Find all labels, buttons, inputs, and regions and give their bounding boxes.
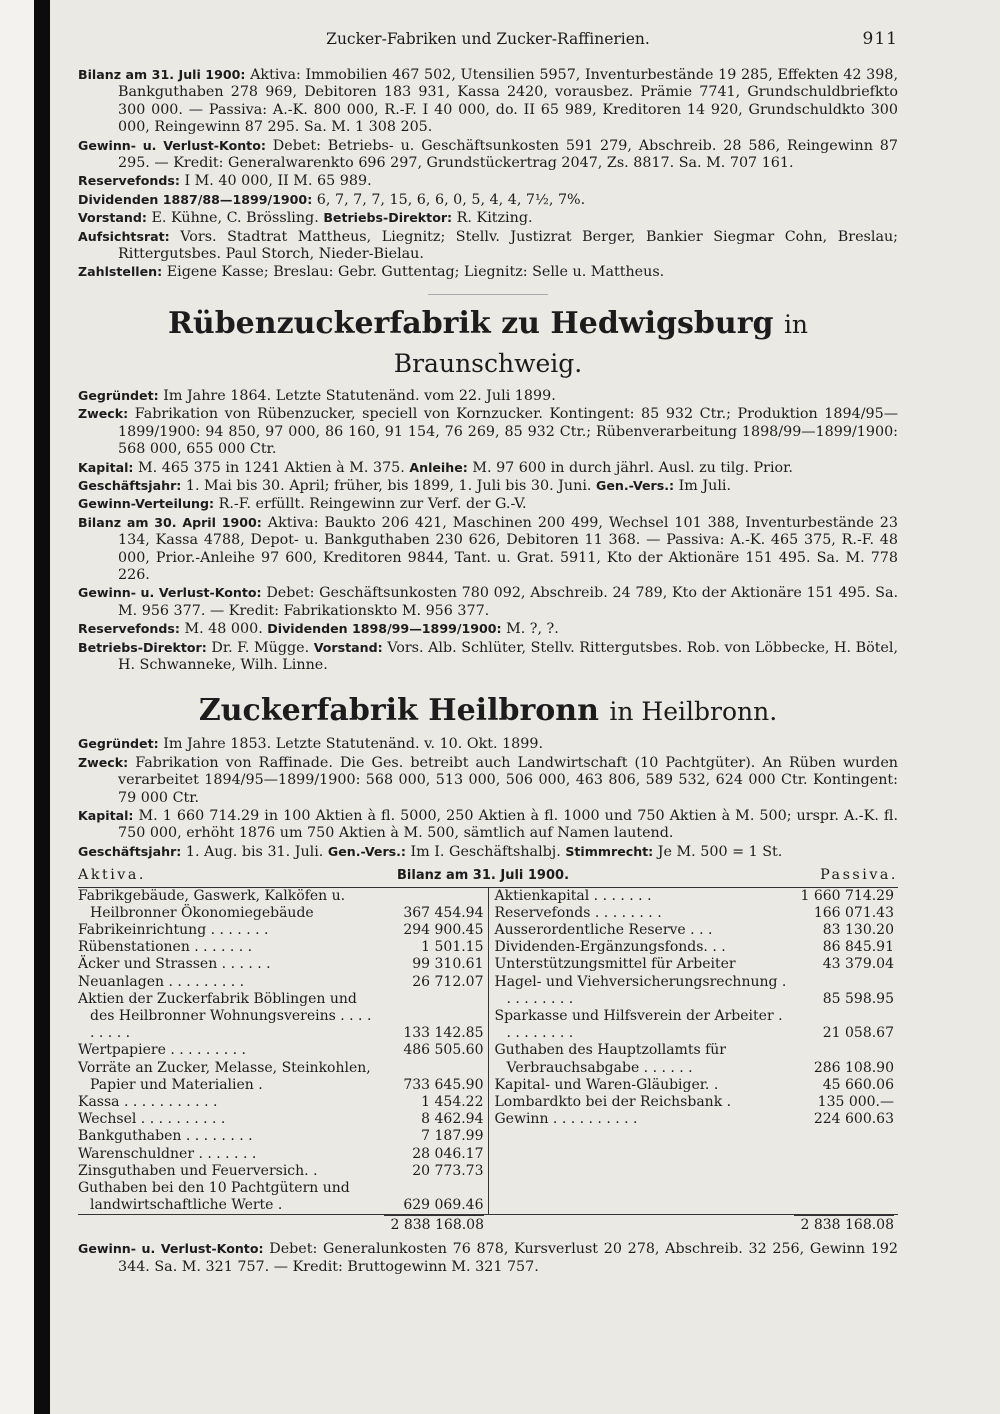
scan-binding-shadow: [34, 0, 50, 1414]
aktiva-row-label: Bankguthaben . . . . . . . .: [78, 1128, 253, 1145]
aktiva-row-label: Kassa . . . . . . . . . . .: [78, 1094, 218, 1111]
entry-gewinn-verlust: Gewinn- u. Verlust-Konto: Debet: Geschäftsunkosten 780 092, Abschreib. 24 789, Kto der Aktionäre 151 495. Sa. M. 956 377. — Kredit: Fabrikationskto M. 956 377.: [78, 585, 899, 619]
entry-bilanz: Bilanz am 30. April 1900: Aktiva: Baukto 206 421, Maschinen 200 499, Wechsel 101 388, Inventurbestände 23 134, Kassa 4788, Depot- u. Bankguthaben 230 626, Debitoren 11 368. — Passiva: A.-K. 465 375, R.-F. 48 000, Prior.-Anleihe 97 600, Kreditoren 9844, Tant. u. Grat. 5911, Kto der Aktionäre 151 495. Sa. M. 778 226.: [78, 514, 898, 583]
entry-dividenden: Dividenden 1887/88—1899/1900: 6, 7, 7, 7, 15, 6, 6, 0, 5, 4, 4, 7½, 7%.: [78, 191, 586, 208]
passiva-row-value: 1 660 714.29: [800, 887, 894, 904]
aktiva-row-label: Guthaben bei den 10 Pachtgütern und landwirtschaftliche Werte .: [78, 1180, 350, 1214]
passiva-row: [489, 1008, 899, 1042]
passiva-row-label: Lombardkto bei der Reichsbank .: [494, 1094, 732, 1111]
entry-gewinn-verlust: Gewinn- u. Verlust-Konto: Debet: Betriebs- u. Geschäftsunkosten 591 279, Abschreib. 28 586, Reingewinn 87 295. — Kredit: Generalwarenkto 696 297, Grundstückertrag 2047, Zs. 8817. Sa. M. 707 161.: [78, 137, 898, 172]
entry-kapital: Kapital: M. 465 375 in 1241 Aktien à M. 375. Anleihe: M. 97 600 in durch jährl. Ausl. zu tilg. Prior.: [78, 459, 793, 476]
balance-totals: [78, 1215, 898, 1234]
entry-reservefonds: Reservefonds: M. 48 000. Dividenden 1898/99—1899/1900: M. ?, ?.: [78, 621, 559, 638]
total-passiva: 2 838 168.08: [794, 1215, 894, 1234]
entry-direktor-vorstand: Betriebs-Direktor: Dr. F. Mügge. Vorstand: Vors. Alb. Schlüter, Stellv. Rittergutsbes. Rob. von Löbbecke, H. Bötel, H. Schwanneke, Wilh. Linne.: [78, 639, 899, 673]
hedwigsburg-entry: [78, 305, 898, 675]
aktiva-row-value: 20 773.73: [412, 1162, 484, 1179]
aktiva-row: [78, 1060, 488, 1094]
aktiva-row-value: 486 505.60: [403, 1042, 484, 1059]
passiva-row: [489, 1042, 899, 1076]
aktiva-row-value: 294 900.45: [403, 922, 484, 939]
passiva-row-value: 43 379.04: [822, 956, 894, 973]
aktiva-header: Aktiva.: [78, 867, 146, 884]
aktiva-row-label: Vorräte an Zucker, Melasse, Steinkohlen, Papier und Materialien .: [78, 1059, 371, 1093]
entry-geschaeftsjahr: Geschäftsjahr: 1. Mai bis 30. April; früher, bis 1899, 1. Juli bis 30. Juni. Gen.-Vers.: Im Juli.: [78, 477, 732, 494]
aktiva-row-label: Fabrikeinrichtung . . . . . . .: [78, 922, 269, 939]
company-heading: Rübenzuckerfabrik zu Hedwigsburg in Braunschweig.: [167, 305, 809, 378]
aktiva-row: [78, 1128, 488, 1145]
passiva-row: [489, 1094, 899, 1111]
aktiva-row: [78, 974, 488, 991]
passiva-row-label: Reservefonds . . . . . . . .: [494, 904, 662, 921]
passiva-row-label: Dividenden-Ergänzungsfonds. . .: [494, 939, 726, 956]
entry-gewinn-verlust: Gewinn- u. Verlust-Konto: Debet: Generalunkosten 76 878, Kursverlust 20 278, Abschreib. 32 256, Gewinn 192 344. Sa. M. 321 757. — Kredit: Bruttogewinn M. 321 757.: [78, 1241, 898, 1275]
passiva-row-label: Unterstützungsmittel für Arbeiter: [494, 956, 736, 973]
entry-gegruendet: Gegründet: Im Jahre 1853. Letzte Statutenänd. v. 10. Okt. 1899.: [78, 736, 544, 753]
aktiva-row: [78, 1146, 488, 1163]
passiva-row: [489, 974, 899, 1008]
company-heading: Zuckerfabrik Heilbronn in Heilbronn.: [198, 693, 778, 729]
passiva-row-label: Hagel- und Viehversicherungsrechnung . . . . . . . . .: [494, 973, 787, 1007]
entry-vorstand: Vorstand: E. Kühne, C. Brössling. Betriebs-Direktor: R. Kitzing.: [78, 210, 533, 227]
aktiva-row-label: Äcker und Strassen . . . . . .: [78, 956, 271, 973]
continued-entry: [78, 66, 898, 282]
aktiva-row-value: 8 462.94: [421, 1111, 484, 1128]
running-head-title: Zucker-Fabriken und Zucker-Raffinerien.: [326, 30, 650, 48]
entry-gewinn-verteilung: Gewinn-Verteilung: R.-F. erfüllt. Reingewinn zur Verf. der G.-V.: [78, 496, 527, 513]
balance-sheet-table: [78, 888, 898, 1216]
passiva-row-value: 86 845.91: [822, 939, 894, 956]
aktiva-row-label: Zinsguthaben und Feuerversich. .: [78, 1162, 318, 1179]
aktiva-row-value: 26 712.07: [412, 973, 484, 990]
passiva-row-value: 166 071.43: [813, 904, 894, 921]
running-head: [78, 28, 898, 50]
passiva-row-label: Ausserordentliche Reserve . . .: [494, 922, 713, 939]
passiva-row: [489, 905, 899, 922]
aktiva-row-value: 133 142.85: [403, 1025, 484, 1042]
entry-reservefonds: Reservefonds: I M. 40 000, II M. 65 989.: [78, 173, 372, 190]
entry-gegruendet: Gegründet: Im Jahre 1864. Letzte Statutenänd. vom 22. Juli 1899.: [78, 387, 556, 404]
aktiva-row-label: Aktien der Zuckerfabrik Böblingen und des Heilbronner Wohnungsvereins . . . . . . . . .: [78, 990, 372, 1042]
passiva-row-label: Gewinn . . . . . . . . . .: [494, 1111, 638, 1128]
entry-bilanz: Bilanz am 31. Juli 1900: Aktiva: Immobilien 467 502, Utensilien 5957, Inventurbestände 19 285, Effekten 42 398, Bankguthaben 278 969, Debitoren 183 931, Kassa 2420, vorausbez. Prämie 7741, Grundschuldbriefkto 300 000. — Passiva: A.-K. 800 000, R.-F. I 40 000, do. II 65 989, Kreditoren 14 920, Grundschuldkto 300 000, Reingewinn 87 295. Sa. M. 1 308 205.: [78, 67, 899, 136]
aktiva-row: [78, 1111, 488, 1128]
entry-kapital: Kapital: M. 1 660 714.29 in 100 Aktien à fl. 5000, 250 Aktien à fl. 1000 und 750 Aktien à M. 500; urspr. A.-K. fl. 750 000, erhöht 1876 um 750 Aktien à M. 500, sämtlich auf Namen lautend.: [78, 808, 898, 842]
balance-sheet-header: [78, 867, 898, 887]
total-aktiva: 2 838 168.08: [384, 1215, 484, 1234]
aktiva-row-value: 99 310.61: [412, 956, 484, 973]
passiva-header: Passiva.: [820, 867, 898, 884]
aktiva-row: [78, 1163, 488, 1180]
section-divider: [428, 294, 548, 295]
aktiva-row-value: 367 454.94: [403, 904, 484, 921]
page-number: 911: [862, 29, 898, 49]
aktiva-row: [78, 1094, 488, 1111]
heilbronn-entry: [78, 692, 898, 1276]
passiva-row-value: 85 598.95: [822, 990, 894, 1007]
aktiva-row: [78, 939, 488, 956]
passiva-row: [489, 956, 899, 973]
entry-aufsichtsrat: Aufsichtsrat: Vors. Stadtrat Mattheus, Liegnitz; Stellv. Justizrat Berger, Bankier Siegmar Cohn, Breslau; Rittergutsbes. Paul Storch, Nieder-Bielau.: [78, 228, 898, 263]
scan-margin: [0, 0, 34, 1414]
aktiva-row-value: 1 454.22: [421, 1094, 484, 1111]
aktiva-row: [78, 956, 488, 973]
passiva-row-value: 286 108.90: [813, 1059, 894, 1076]
aktiva-row-label: Warenschuldner . . . . . . .: [78, 1145, 257, 1162]
passiva-row-label: Guthaben des Hauptzollamts für Verbrauchsabgabe . . . . . .: [494, 1042, 726, 1076]
passiva-row: [489, 1077, 899, 1094]
aktiva-row-label: Wertpapiere . . . . . . . . .: [78, 1042, 246, 1059]
passiva-row: [489, 1111, 899, 1128]
aktiva-row-label: Fabrikgebäude, Gaswerk, Kalköfen u. Heilbronner Ökonomiegebäude: [78, 887, 346, 921]
entry-zahlstellen: Zahlstellen: Eigene Kasse; Breslau: Gebr. Guttentag; Liegnitz: Selle u. Mattheus.: [78, 264, 665, 281]
passiva-row-value: 83 130.20: [822, 922, 894, 939]
aktiva-row-value: 7 187.99: [421, 1128, 484, 1145]
aktiva-row-label: Rübenstationen . . . . . . .: [78, 939, 253, 956]
document-page: [78, 28, 898, 1276]
passiva-row-value: 45 660.06: [822, 1076, 894, 1093]
aktiva-row-value: 733 645.90: [403, 1076, 484, 1093]
balance-sheet-title: Bilanz am 31. Juli 1900.: [397, 868, 570, 884]
passiva-row-value: 135 000.—: [817, 1094, 894, 1111]
passiva-row-label: Sparkasse und Hilfsverein der Arbeiter . . . . . . . . .: [494, 1008, 783, 1042]
aktiva-row: [78, 1180, 488, 1214]
aktiva-row-value: 1 501.15: [421, 939, 484, 956]
aktiva-row: [78, 1042, 488, 1059]
passiva-row: [489, 939, 899, 956]
passiva-row-label: Aktienkapital . . . . . . .: [494, 887, 652, 904]
entry-zweck: Zweck: Fabrikation von Raffinade. Die Ges. betreibt auch Landwirtschaft (10 Pachtgüter). An Rüben wurden verarbeitet 1894/95—1899/1900: 568 000, 513 000, 506 000, 463 806, 589 532, 624 000 Ctr. Kontingent: 79 000 Ctr.: [78, 754, 898, 806]
aktiva-row-label: Wechsel . . . . . . . . . .: [78, 1111, 226, 1128]
passiva-column: [489, 888, 899, 1215]
aktiva-row-value: 28 046.17: [412, 1145, 484, 1162]
aktiva-row: [78, 888, 488, 922]
aktiva-row-label: Neuanlagen . . . . . . . . .: [78, 973, 245, 990]
entry-geschaeftsjahr: Geschäftsjahr: 1. Aug. bis 31. Juli. Gen.-Vers.: Im I. Geschäftshalbj. Stimmrecht: Je M. 500 = 1 St.: [78, 843, 783, 860]
entry-zweck: Zweck: Fabrikation von Rübenzucker, speciell von Kornzucker. Kontingent: 85 932 Ctr.; Produktion 1894/95—1899/1900: 94 850, 97 000, 86 160, 91 154, 76 269, 85 932 Ctr.; Rübenverarbeitung 1898/99—1899/1900: 568 000, 655 000 Ctr.: [78, 406, 898, 458]
aktiva-column: [78, 888, 489, 1215]
passiva-row-value: 224 600.63: [813, 1111, 894, 1128]
aktiva-row: [78, 991, 488, 1043]
aktiva-row-value: 629 069.46: [403, 1197, 484, 1214]
passiva-row-label: Kapital- und Waren-Gläubiger. .: [494, 1076, 719, 1093]
passiva-row-value: 21 058.67: [822, 1025, 894, 1042]
passiva-row: [489, 922, 899, 939]
passiva-row: [489, 888, 899, 905]
aktiva-row: [78, 922, 488, 939]
